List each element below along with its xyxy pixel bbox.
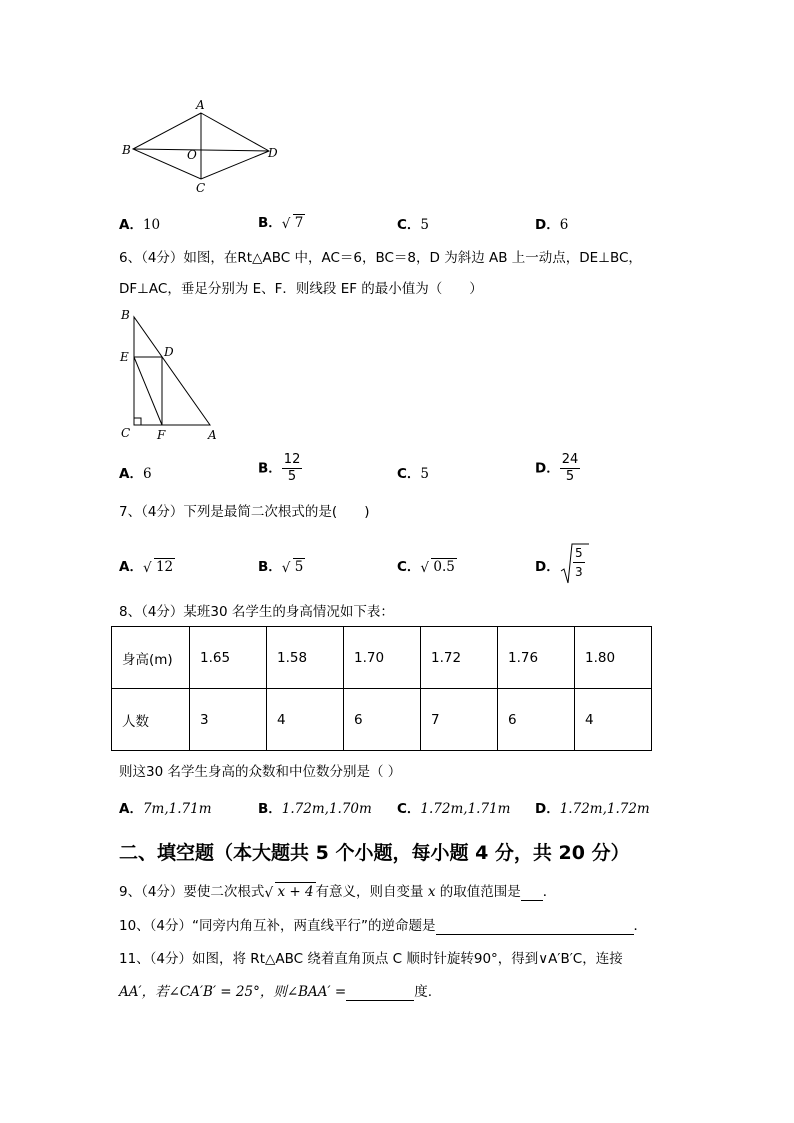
q7-option-c[interactable]: C． √ 0.5 xyxy=(397,559,455,576)
table-cell: 7 xyxy=(421,689,498,751)
q9-suffix2: 的取值范围是 xyxy=(439,884,521,900)
q6-option-a[interactable]: A．6 xyxy=(119,466,152,482)
q7-stem: 7、（4分）下列是最简二次根式的是( ) xyxy=(119,504,370,520)
label-b: B xyxy=(122,143,131,157)
q5-option-d[interactable]: D．6 xyxy=(535,217,569,233)
label-a: A xyxy=(196,98,205,112)
q9-var: x xyxy=(427,884,436,900)
q8-stem: 8、（4分）某班30 名学生的身高情况如下表： xyxy=(119,604,394,620)
q10-text: 10、（4分）“同旁内角互补，两直线平行”的逆命题是 xyxy=(119,918,436,934)
label-a: A xyxy=(208,428,217,442)
segment-ef xyxy=(134,357,162,425)
q8-question: 则这30 名学生身高的众数和中位数分别是（ ） xyxy=(119,764,402,780)
q8-option-b[interactable]: B．1.72m,1.70m xyxy=(258,801,372,817)
q6-option-d[interactable]: D． $\frac{24}{5}$ xyxy=(535,452,579,484)
q11-line1: 11、（4分）如图，将 Rt△ABC 绕着直角顶点 C 顺时针旋转90°，得到∨A′B′C，连接 xyxy=(119,951,623,967)
height-table xyxy=(111,626,652,751)
table-cell: 4 xyxy=(575,689,652,751)
q6-option-b[interactable]: B． $\frac{12}{5}$ xyxy=(258,452,301,484)
q9-answer-blank[interactable] xyxy=(521,886,543,901)
table-cell: 1.70 xyxy=(344,627,421,689)
q11-answer-blank[interactable] xyxy=(346,986,414,1001)
q10-answer-blank[interactable] xyxy=(436,920,634,935)
q9-line: 9、（4分）要使二次根式 √ x + 4 有意义，则自变量 x 的取值范围是 ． xyxy=(119,884,557,901)
q11-unit: 度. xyxy=(414,984,433,1000)
q5-option-b[interactable]: B． √ 7 xyxy=(258,215,304,232)
table-cell: 1.76 xyxy=(498,627,575,689)
q6-stem-line1: 6、（4分）如图，在Rt△ABC 中，AC＝6，BC＝8，D 为斜边 AB 上一动点，DE⊥BC， xyxy=(119,250,642,266)
q8-option-c[interactable]: C．1.72m,1.71m xyxy=(397,801,511,817)
q6-stem-line2: DF⊥AC，垂足分别为 E、F．则线段 EF 的最小值为（ ） xyxy=(119,281,483,297)
table-cell: 1.65 xyxy=(190,627,267,689)
triangle-figure xyxy=(116,305,226,443)
q9-radicand: x + 4 xyxy=(277,884,314,900)
label-f: F xyxy=(157,428,166,442)
table-cell: 人数 xyxy=(112,689,190,751)
frac-numerator: 5 xyxy=(573,544,585,563)
label-b: B xyxy=(121,308,130,322)
table-cell: 6 xyxy=(498,689,575,751)
q8-option-a[interactable]: A．7m,1.71m xyxy=(119,801,212,817)
q9-suffix: 有意义，则自变量 xyxy=(315,884,424,900)
triangle-abc xyxy=(134,317,210,425)
table-row xyxy=(112,627,652,689)
label-c: C xyxy=(196,181,206,195)
table-cell: 1.58 xyxy=(267,627,344,689)
table-cell: 6 xyxy=(344,689,421,751)
label-o: O xyxy=(187,148,197,162)
q6-option-c[interactable]: C．5 xyxy=(397,466,430,482)
q5-option-c[interactable]: C．5 xyxy=(397,217,430,233)
section-title: 二、填空题（本大题共 5 个小题，每小题 4 分，共 20 分） xyxy=(119,842,630,864)
frac-denominator: 3 xyxy=(575,565,583,579)
right-angle-mark xyxy=(134,418,141,425)
label-d: D xyxy=(164,345,174,359)
q9-prefix: 9、（4分）要使二次根式 xyxy=(119,884,265,900)
q11-line2 xyxy=(119,983,432,1001)
q7-option-a[interactable]: A． √ 12 xyxy=(119,559,174,576)
label-d: D xyxy=(268,146,278,160)
label-c: C xyxy=(121,426,131,440)
table-cell: 身高(m) xyxy=(112,627,190,689)
q10-line: 10、（4分）“同旁内角互补，两直线平行”的逆命题是 ． xyxy=(119,918,648,934)
table-cell: 3 xyxy=(190,689,267,751)
table-cell: 1.72 xyxy=(421,627,498,689)
table-row xyxy=(112,689,652,751)
q7-option-d[interactable]: D． xyxy=(535,559,560,575)
label-e: E xyxy=(120,350,129,364)
q5-option-a[interactable]: A．10 xyxy=(119,217,161,233)
rhombus-figure xyxy=(118,96,288,198)
q7-option-d-sqrt-frac xyxy=(560,543,590,585)
table-cell: 1.80 xyxy=(575,627,652,689)
q7-option-b[interactable]: B． √ 5 xyxy=(258,559,304,576)
q11-line2-text: AA′，若∠CA′B′ = 25°，则∠BAA′ = xyxy=(119,984,347,1000)
q8-option-d[interactable]: D．1.72m,1.72m xyxy=(535,801,650,817)
table-cell: 4 xyxy=(267,689,344,751)
